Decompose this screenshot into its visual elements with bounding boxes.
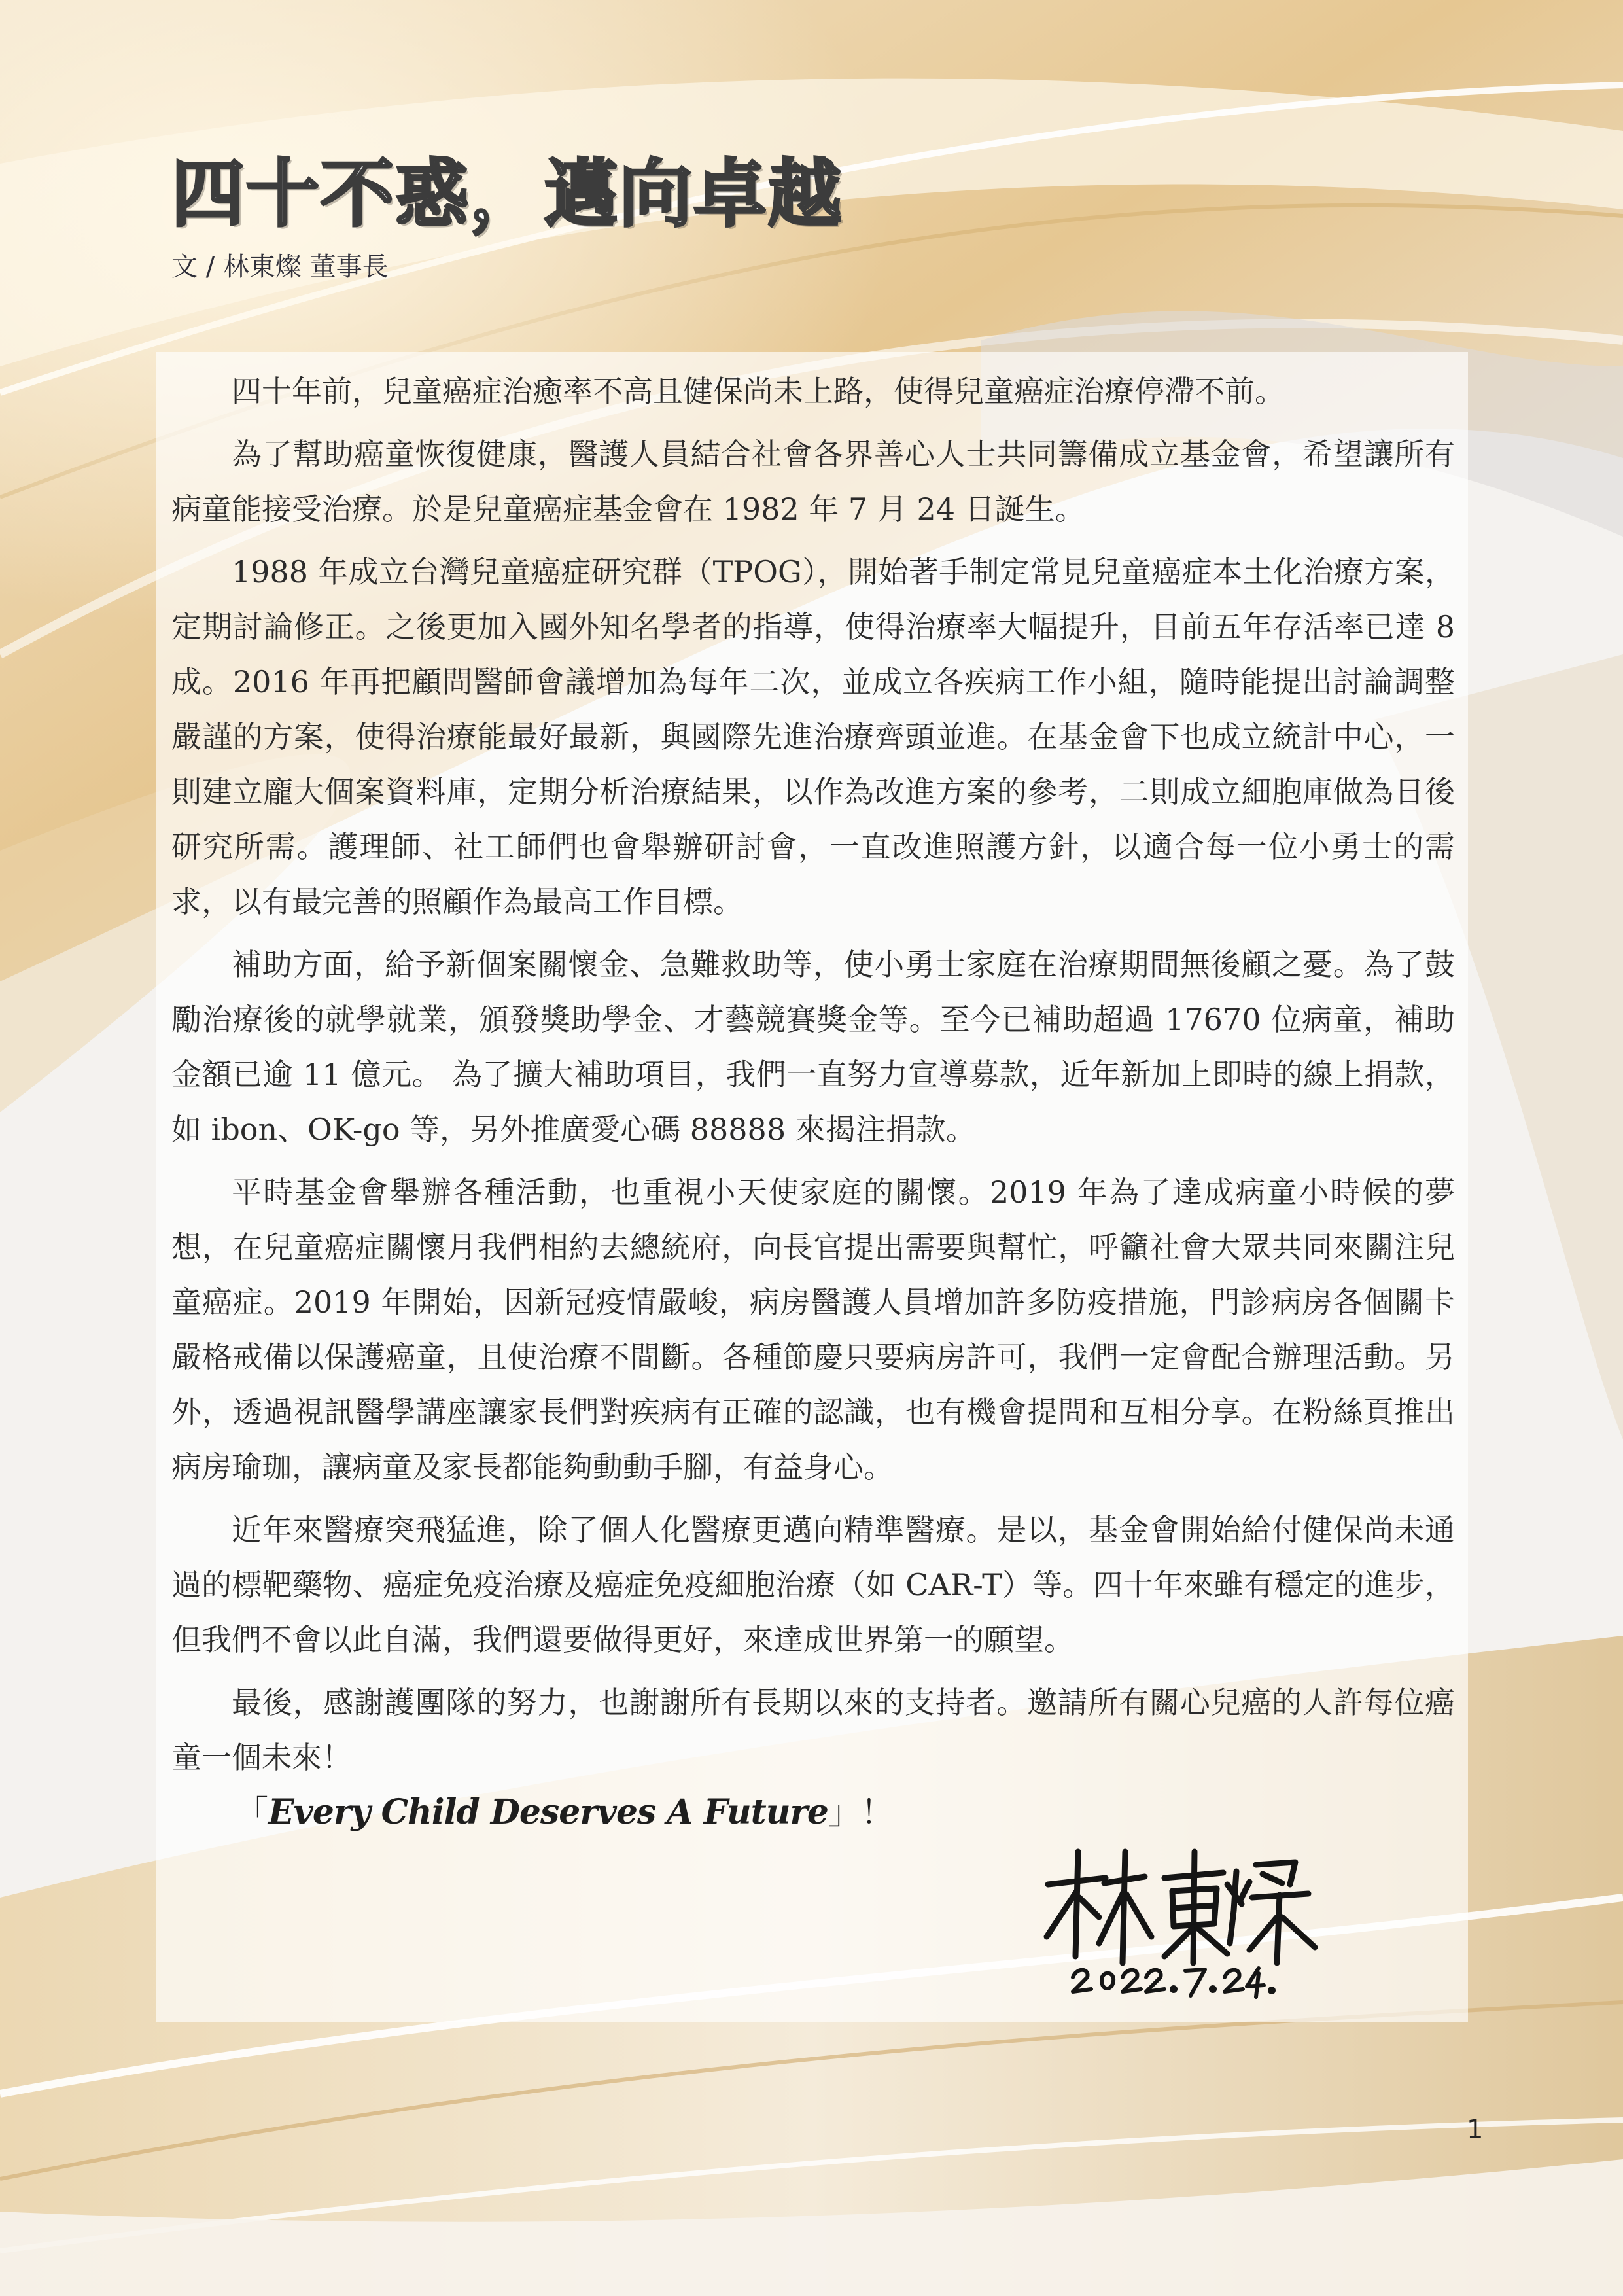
motto-open-quote: 「 bbox=[236, 1793, 268, 1831]
page-number: 1 bbox=[1467, 2115, 1484, 2145]
handwritten-signature bbox=[1034, 1832, 1328, 2002]
paragraph: 為了幫助癌童恢復健康，醫護人員結合社會各界善心人士共同籌備成立基金會，希望讓所有病童能接受治療。於是兒童癌症基金會在 1982 年 7 月 24 日誕生。 bbox=[171, 436, 1455, 527]
motto-text: Every Child Deserves A Future bbox=[268, 1792, 828, 1832]
motto bbox=[236, 1786, 894, 1839]
page-title: 四十不惑，邁向卓越 bbox=[171, 152, 843, 237]
article-body bbox=[171, 364, 1455, 1785]
paragraph: 最後，感謝護團隊的努力，也謝謝所有長期以來的支持者。邀請所有關心兒癌的人許每位癌童一個未來！ bbox=[171, 1685, 1455, 1775]
paragraph: 近年來醫療突飛猛進，除了個人化醫療更邁向精準醫療。是以，基金會開始給付健保尚未通過的標靶藥物、癌症免疫治療及癌症免疫細胞治療（如 CAR-T）等。四十年來雖有穩定的進步，但我們不會以此自滿，我們還要做得更好，來達成世界第一的願望。 bbox=[171, 1512, 1455, 1657]
byline: 文 / 林東燦 董事長 bbox=[171, 252, 389, 282]
paragraph: 補助方面，給予新個案關懷金、急難救助等，使小勇士家庭在治療期間無後顧之憂。為了鼓勵治療後的就學就業，頒發獎助學金、才藝競賽獎金等。至今已補助超過 17670 位病童，補助金額已逾 11 億元。 為了擴大補助項目，我們一直努力宣導募款，近年新加上即時的線上捐款，如 ibon、OK-go 等，另外推廣愛心碼 88888 來揭注捐款。 bbox=[171, 947, 1455, 1147]
paragraph: 1988 年成立台灣兒童癌症研究群（TPOG），開始著手制定常見兒童癌症本土化治療方案，定期討論修正。之後更加入國外知名學者的指導，使得治療率大幅提升，目前五年存活率已達 8 成。2016 年再把顧問醫師會議增加為每年二次，並成立各疾病工作小組，隨時能提出討論調整嚴謹的方案，使得治療能最好最新，與國際先進治療齊頭並進。在基金會下也成立統計中心，一則建立龐大個案資料庫，定期分析治療結果，以作為改進方案的參考，二則成立細胞庫做為日後研究所需。護理師、社工師們也會舉辦研討會，一直改進照護方針，以適合每一位小勇士的需求，以有最完善的照顧作為最高工作目標。 bbox=[171, 554, 1455, 919]
paragraph: 四十年前，兒童癌症治癒率不高且健保尚未上路，使得兒童癌症治療停滯不前。 bbox=[232, 374, 1285, 409]
motto-close-quote: 」！ bbox=[828, 1793, 894, 1831]
paragraph: 平時基金會舉辦各種活動，也重視小天使家庭的關懷。2019 年為了達成病童小時候的夢想，在兒童癌症關懷月我們相約去總統府，向長官提出需要與幫忙，呼籲社會大眾共同來關注兒童癌症。2019 年開始，因新冠疫情嚴峻，病房醫護人員增加許多防疫措施，門診病房各個關卡嚴格戒備以保護癌童，且使治療不間斷。各種節慶只要病房許可，我們一定會配合辦理活動。另外，透過視訊醫學講座讓家長們對疾病有正確的認識，也有機會提問和互相分享。在粉絲頁推出病房瑜珈，讓病童及家長都能夠動動手腳，有益身心。 bbox=[171, 1174, 1455, 1485]
